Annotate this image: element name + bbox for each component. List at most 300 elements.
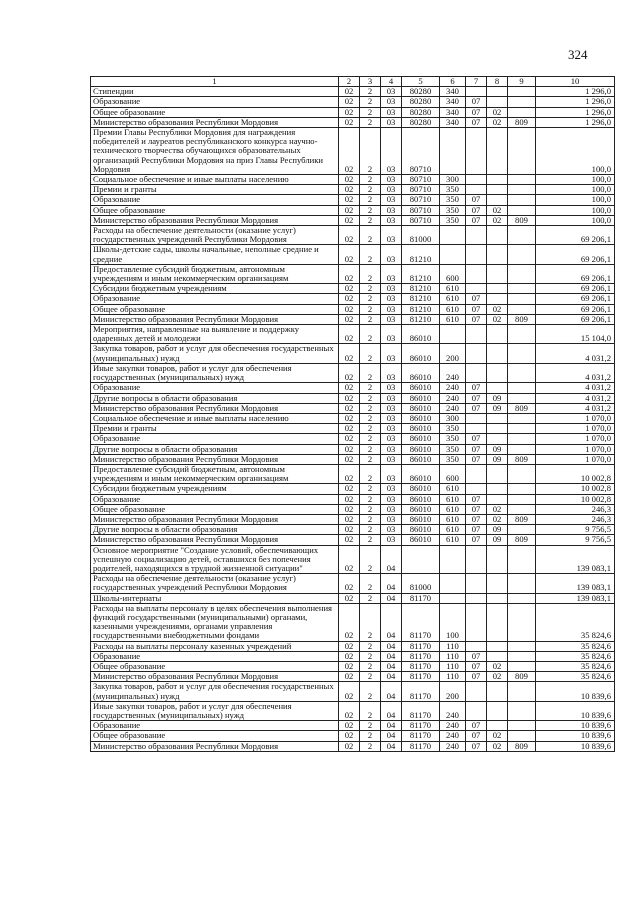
code-cell xyxy=(508,383,536,393)
amount-cell: 4 031,2 xyxy=(536,363,615,382)
code-cell: 81170 xyxy=(402,741,440,751)
row-label-cell: Расходы на выплаты персоналу в целях обеспечения выполнения функций государственными (муниципальными) органами, казенными учреждениями, органами управления государственными внебюджетными фондами xyxy=(91,603,339,641)
code-cell: 110 xyxy=(440,651,466,661)
code-cell: 2 xyxy=(360,731,381,741)
code-cell xyxy=(508,87,536,97)
code-cell: 110 xyxy=(440,641,466,651)
table-row xyxy=(91,344,615,363)
code-cell xyxy=(508,304,536,314)
code-cell xyxy=(466,593,487,603)
row-label-cell: Министерство образования Республики Мордовия xyxy=(91,454,339,464)
table-row xyxy=(91,514,615,524)
code-cell: 2 xyxy=(360,314,381,324)
code-cell: 02 xyxy=(339,701,360,720)
code-cell: 610 xyxy=(440,504,466,514)
code-cell: 2 xyxy=(360,661,381,671)
code-cell xyxy=(487,264,508,283)
code-cell: 03 xyxy=(381,484,402,494)
code-cell xyxy=(466,545,487,574)
amount-cell: 15 104,0 xyxy=(536,325,615,344)
code-cell xyxy=(440,325,466,344)
code-cell: 02 xyxy=(339,641,360,651)
table-row xyxy=(91,185,615,195)
table-row xyxy=(91,574,615,593)
amount-cell: 100,0 xyxy=(536,195,615,205)
code-cell: 350 xyxy=(440,215,466,225)
amount-cell: 10 002,8 xyxy=(536,484,615,494)
code-cell: 2 xyxy=(360,535,381,545)
row-label-cell: Министерство образования Республики Мордовия xyxy=(91,741,339,751)
code-cell xyxy=(508,97,536,107)
code-cell: 07 xyxy=(466,494,487,504)
code-cell xyxy=(466,325,487,344)
code-cell: 81170 xyxy=(402,721,440,731)
amount-cell: 246,3 xyxy=(536,504,615,514)
code-cell: 02 xyxy=(487,314,508,324)
code-cell: 81170 xyxy=(402,701,440,720)
amount-cell: 35 824,6 xyxy=(536,661,615,671)
code-cell xyxy=(487,325,508,344)
code-cell xyxy=(508,525,536,535)
code-cell: 86010 xyxy=(402,504,440,514)
amount-cell: 100,0 xyxy=(536,215,615,225)
code-cell: 02 xyxy=(339,444,360,454)
row-label-cell: Другие вопросы в области образования xyxy=(91,393,339,403)
code-cell: 07 xyxy=(466,117,487,127)
code-cell: 81000 xyxy=(402,226,440,245)
code-cell: 81210 xyxy=(402,314,440,324)
code-cell: 2 xyxy=(360,413,381,423)
code-cell: 2 xyxy=(360,454,381,464)
code-cell xyxy=(508,641,536,651)
code-cell xyxy=(487,593,508,603)
code-cell: 2 xyxy=(360,701,381,720)
code-cell: 02 xyxy=(339,672,360,682)
code-cell: 350 xyxy=(440,444,466,454)
code-cell: 2 xyxy=(360,175,381,185)
code-cell: 02 xyxy=(339,494,360,504)
code-cell xyxy=(487,284,508,294)
code-cell: 03 xyxy=(381,294,402,304)
code-cell: 81000 xyxy=(402,574,440,593)
code-cell xyxy=(487,641,508,651)
code-cell: 09 xyxy=(487,403,508,413)
row-label-cell: Образование xyxy=(91,383,339,393)
code-cell: 80710 xyxy=(402,175,440,185)
code-cell: 2 xyxy=(360,672,381,682)
header-cell: 2 xyxy=(339,77,360,87)
code-cell: 2 xyxy=(360,545,381,574)
table-row xyxy=(91,393,615,403)
code-cell: 86010 xyxy=(402,454,440,464)
table-row xyxy=(91,87,615,97)
code-cell: 02 xyxy=(487,672,508,682)
row-label-cell: Предоставление субсидий бюджетным, автономным учреждениям и иным некоммерческим организациям xyxy=(91,464,339,483)
amount-cell: 4 031,2 xyxy=(536,383,615,393)
code-cell: 2 xyxy=(360,195,381,205)
code-cell: 2 xyxy=(360,741,381,751)
amount-cell: 1 070,0 xyxy=(536,413,615,423)
code-cell: 02 xyxy=(339,434,360,444)
code-cell: 03 xyxy=(381,97,402,107)
code-cell xyxy=(508,294,536,304)
amount-cell: 10 002,8 xyxy=(536,494,615,504)
row-label-cell: Расходы на обеспечение деятельности (оказание услуг) государственных учреждений Республики Мордовия xyxy=(91,226,339,245)
code-cell: 110 xyxy=(440,672,466,682)
code-cell: 07 xyxy=(466,195,487,205)
code-cell: 610 xyxy=(440,514,466,524)
code-cell: 2 xyxy=(360,344,381,363)
code-cell xyxy=(508,721,536,731)
code-cell: 610 xyxy=(440,314,466,324)
code-cell xyxy=(487,484,508,494)
code-cell: 07 xyxy=(466,434,487,444)
row-label-cell: Общее образование xyxy=(91,661,339,671)
table-row xyxy=(91,128,615,175)
code-cell: 02 xyxy=(339,205,360,215)
code-cell xyxy=(466,87,487,97)
code-cell: 02 xyxy=(339,325,360,344)
row-label-cell: Образование xyxy=(91,721,339,731)
code-cell: 03 xyxy=(381,363,402,382)
code-cell: 350 xyxy=(440,185,466,195)
table-row xyxy=(91,363,615,382)
code-cell xyxy=(508,731,536,741)
code-cell xyxy=(466,464,487,483)
code-cell: 03 xyxy=(381,454,402,464)
code-cell: 02 xyxy=(339,424,360,434)
row-label-cell: Социальное обеспечение и иные выплаты населению xyxy=(91,413,339,423)
code-cell: 350 xyxy=(440,424,466,434)
amount-cell: 69 206,1 xyxy=(536,294,615,304)
table-row xyxy=(91,284,615,294)
code-cell: 02 xyxy=(339,393,360,403)
table-header-row xyxy=(91,77,615,87)
amount-cell: 1 296,0 xyxy=(536,107,615,117)
code-cell: 07 xyxy=(466,97,487,107)
code-cell: 340 xyxy=(440,97,466,107)
row-label-cell: Образование xyxy=(91,651,339,661)
code-cell xyxy=(508,661,536,671)
code-cell: 2 xyxy=(360,205,381,215)
amount-cell: 1 296,0 xyxy=(536,117,615,127)
code-cell xyxy=(466,701,487,720)
code-cell: 81170 xyxy=(402,593,440,603)
code-cell xyxy=(466,682,487,701)
amount-cell: 69 206,1 xyxy=(536,245,615,264)
code-cell: 02 xyxy=(339,593,360,603)
code-cell: 09 xyxy=(487,535,508,545)
code-cell: 2 xyxy=(360,651,381,661)
code-cell: 02 xyxy=(487,117,508,127)
row-label-cell: Мероприятия, направленные на выявление и поддержку одаренных детей и молодежи xyxy=(91,325,339,344)
row-label-cell: Другие вопросы в области образования xyxy=(91,444,339,454)
code-cell: 07 xyxy=(466,215,487,225)
code-cell: 03 xyxy=(381,434,402,444)
amount-cell: 1 296,0 xyxy=(536,97,615,107)
header-cell: 7 xyxy=(466,77,487,87)
code-cell xyxy=(508,264,536,283)
code-cell: 03 xyxy=(381,383,402,393)
code-cell: 03 xyxy=(381,494,402,504)
amount-cell: 139 083,1 xyxy=(536,545,615,574)
row-label-cell: Общее образование xyxy=(91,107,339,117)
row-label-cell: Школы-детские сады, школы начальные, неполные средние и средние xyxy=(91,245,339,264)
code-cell xyxy=(508,128,536,175)
code-cell: 2 xyxy=(360,393,381,403)
amount-cell: 100,0 xyxy=(536,205,615,215)
code-cell xyxy=(440,245,466,264)
code-cell: 03 xyxy=(381,413,402,423)
code-cell: 2 xyxy=(360,484,381,494)
code-cell: 03 xyxy=(381,284,402,294)
header-cell: 8 xyxy=(487,77,508,87)
code-cell: 2 xyxy=(360,593,381,603)
table-row xyxy=(91,661,615,671)
code-cell: 07 xyxy=(466,304,487,314)
code-cell: 04 xyxy=(381,741,402,751)
code-cell xyxy=(508,185,536,195)
code-cell xyxy=(508,195,536,205)
code-cell xyxy=(508,593,536,603)
code-cell: 2 xyxy=(360,284,381,294)
code-cell: 07 xyxy=(466,514,487,524)
code-cell: 04 xyxy=(381,641,402,651)
code-cell: 02 xyxy=(339,284,360,294)
header-cell: 3 xyxy=(360,77,381,87)
code-cell xyxy=(487,721,508,731)
header-cell: 9 xyxy=(508,77,536,87)
code-cell: 600 xyxy=(440,264,466,283)
row-label-cell: Министерство образования Республики Мордовия xyxy=(91,672,339,682)
code-cell: 07 xyxy=(466,205,487,215)
code-cell: 07 xyxy=(466,314,487,324)
code-cell: 07 xyxy=(466,454,487,464)
table-row xyxy=(91,672,615,682)
code-cell: 02 xyxy=(339,107,360,117)
row-label-cell: Общее образование xyxy=(91,504,339,514)
code-cell: 86010 xyxy=(402,484,440,494)
table-row xyxy=(91,651,615,661)
code-cell: 81170 xyxy=(402,641,440,651)
code-cell xyxy=(466,424,487,434)
table-row xyxy=(91,434,615,444)
code-cell xyxy=(487,545,508,574)
amount-cell: 100,0 xyxy=(536,175,615,185)
code-cell: 809 xyxy=(508,454,536,464)
code-cell: 02 xyxy=(487,731,508,741)
code-cell xyxy=(487,226,508,245)
amount-cell: 1 070,0 xyxy=(536,434,615,444)
code-cell: 86010 xyxy=(402,444,440,454)
row-label-cell: Премии и гранты xyxy=(91,185,339,195)
row-label-cell: Образование xyxy=(91,195,339,205)
code-cell: 350 xyxy=(440,205,466,215)
code-cell: 02 xyxy=(487,661,508,671)
code-cell: 809 xyxy=(508,672,536,682)
code-cell: 809 xyxy=(508,215,536,225)
code-cell: 04 xyxy=(381,672,402,682)
table-row xyxy=(91,454,615,464)
row-label-cell: Закупка товаров, работ и услуг для обеспечения государственных (муниципальных) нужд xyxy=(91,682,339,701)
code-cell: 03 xyxy=(381,464,402,483)
code-cell: 09 xyxy=(487,444,508,454)
code-cell: 02 xyxy=(339,294,360,304)
code-cell: 03 xyxy=(381,403,402,413)
amount-cell: 10 839,6 xyxy=(536,701,615,720)
code-cell xyxy=(508,284,536,294)
code-cell: 340 xyxy=(440,87,466,97)
code-cell: 02 xyxy=(339,403,360,413)
code-cell: 03 xyxy=(381,424,402,434)
amount-cell: 69 206,1 xyxy=(536,314,615,324)
table-row xyxy=(91,593,615,603)
code-cell xyxy=(466,226,487,245)
code-cell: 86010 xyxy=(402,525,440,535)
row-label-cell: Образование xyxy=(91,97,339,107)
code-cell: 81210 xyxy=(402,264,440,283)
code-cell: 02 xyxy=(339,741,360,751)
code-cell xyxy=(508,603,536,641)
code-cell: 03 xyxy=(381,264,402,283)
code-cell: 2 xyxy=(360,245,381,264)
code-cell: 2 xyxy=(360,464,381,483)
amount-cell: 1 070,0 xyxy=(536,444,615,454)
code-cell: 2 xyxy=(360,574,381,593)
code-cell: 02 xyxy=(339,97,360,107)
code-cell xyxy=(487,413,508,423)
code-cell: 81210 xyxy=(402,245,440,264)
code-cell: 02 xyxy=(487,741,508,751)
code-cell: 02 xyxy=(339,682,360,701)
code-cell: 200 xyxy=(440,682,466,701)
code-cell xyxy=(508,424,536,434)
code-cell: 240 xyxy=(440,701,466,720)
table-row xyxy=(91,603,615,641)
code-cell: 02 xyxy=(339,413,360,423)
code-cell: 81170 xyxy=(402,661,440,671)
code-cell xyxy=(487,87,508,97)
code-cell: 03 xyxy=(381,215,402,225)
code-cell xyxy=(487,383,508,393)
code-cell: 04 xyxy=(381,545,402,574)
code-cell xyxy=(487,128,508,175)
code-cell: 02 xyxy=(339,525,360,535)
row-label-cell: Иные закупки товаров, работ и услуг для обеспечения государственных (муниципальных) нужд xyxy=(91,363,339,382)
code-cell: 09 xyxy=(487,525,508,535)
code-cell: 02 xyxy=(339,344,360,363)
code-cell: 09 xyxy=(487,393,508,403)
code-cell: 80710 xyxy=(402,195,440,205)
code-cell xyxy=(466,245,487,264)
code-cell xyxy=(487,245,508,264)
amount-cell: 10 839,6 xyxy=(536,731,615,741)
code-cell: 240 xyxy=(440,403,466,413)
code-cell xyxy=(487,494,508,504)
code-cell: 07 xyxy=(466,383,487,393)
code-cell: 02 xyxy=(339,117,360,127)
code-cell: 07 xyxy=(466,403,487,413)
code-cell: 80280 xyxy=(402,117,440,127)
code-cell: 02 xyxy=(339,464,360,483)
code-cell: 03 xyxy=(381,87,402,97)
row-label-cell: Министерство образования Республики Мордовия xyxy=(91,514,339,524)
code-cell: 02 xyxy=(339,304,360,314)
code-cell xyxy=(466,413,487,423)
code-cell: 350 xyxy=(440,195,466,205)
row-label-cell: Министерство образования Республики Мордовия xyxy=(91,314,339,324)
code-cell: 02 xyxy=(339,721,360,731)
row-label-cell: Предоставление субсидий бюджетным, автономным учреждениям и иным некоммерческим организациям xyxy=(91,264,339,283)
code-cell: 02 xyxy=(487,107,508,117)
code-cell: 03 xyxy=(381,393,402,403)
table-row xyxy=(91,731,615,741)
code-cell: 86010 xyxy=(402,393,440,403)
code-cell xyxy=(466,484,487,494)
row-label-cell: Премии Главы Республики Мордовия для награждения победителей и лауреатов республиканского конкурса научно-технического творчества обучающихся образовательных организаций Республики Мордовия на приз Главы Республики Мордовия xyxy=(91,128,339,175)
code-cell: 03 xyxy=(381,535,402,545)
code-cell: 86010 xyxy=(402,325,440,344)
code-cell: 2 xyxy=(360,525,381,535)
code-cell xyxy=(440,593,466,603)
code-cell: 02 xyxy=(339,363,360,382)
code-cell: 86010 xyxy=(402,434,440,444)
code-cell: 02 xyxy=(339,603,360,641)
amount-cell: 10 839,6 xyxy=(536,721,615,731)
code-cell: 2 xyxy=(360,682,381,701)
code-cell: 81210 xyxy=(402,304,440,314)
table-row xyxy=(91,205,615,215)
code-cell: 809 xyxy=(508,741,536,751)
code-cell: 02 xyxy=(487,514,508,524)
row-label-cell: Расходы на выплаты персоналу казенных учреждений xyxy=(91,641,339,651)
amount-cell: 9 756,5 xyxy=(536,525,615,535)
code-cell: 610 xyxy=(440,494,466,504)
code-cell: 02 xyxy=(339,484,360,494)
amount-cell: 100,0 xyxy=(536,128,615,175)
code-cell: 03 xyxy=(381,117,402,127)
code-cell xyxy=(508,363,536,382)
code-cell: 86010 xyxy=(402,494,440,504)
code-cell: 240 xyxy=(440,393,466,403)
code-cell xyxy=(466,264,487,283)
row-label-cell: Субсидии бюджетным учреждениям xyxy=(91,484,339,494)
code-cell: 04 xyxy=(381,593,402,603)
code-cell: 80710 xyxy=(402,205,440,215)
code-cell: 07 xyxy=(466,504,487,514)
code-cell: 07 xyxy=(466,294,487,304)
code-cell: 02 xyxy=(487,205,508,215)
code-cell xyxy=(466,603,487,641)
code-cell: 809 xyxy=(508,117,536,127)
code-cell xyxy=(466,128,487,175)
code-cell: 81170 xyxy=(402,651,440,661)
code-cell xyxy=(466,641,487,651)
code-cell: 81210 xyxy=(402,284,440,294)
amount-cell: 4 031,2 xyxy=(536,393,615,403)
code-cell: 2 xyxy=(360,128,381,175)
code-cell: 86010 xyxy=(402,403,440,413)
code-cell: 03 xyxy=(381,107,402,117)
code-cell: 300 xyxy=(440,413,466,423)
code-cell: 03 xyxy=(381,514,402,524)
code-cell: 03 xyxy=(381,304,402,314)
code-cell: 04 xyxy=(381,574,402,593)
code-cell: 81170 xyxy=(402,682,440,701)
row-label-cell: Премии и гранты xyxy=(91,424,339,434)
code-cell xyxy=(508,651,536,661)
code-cell: 81170 xyxy=(402,672,440,682)
